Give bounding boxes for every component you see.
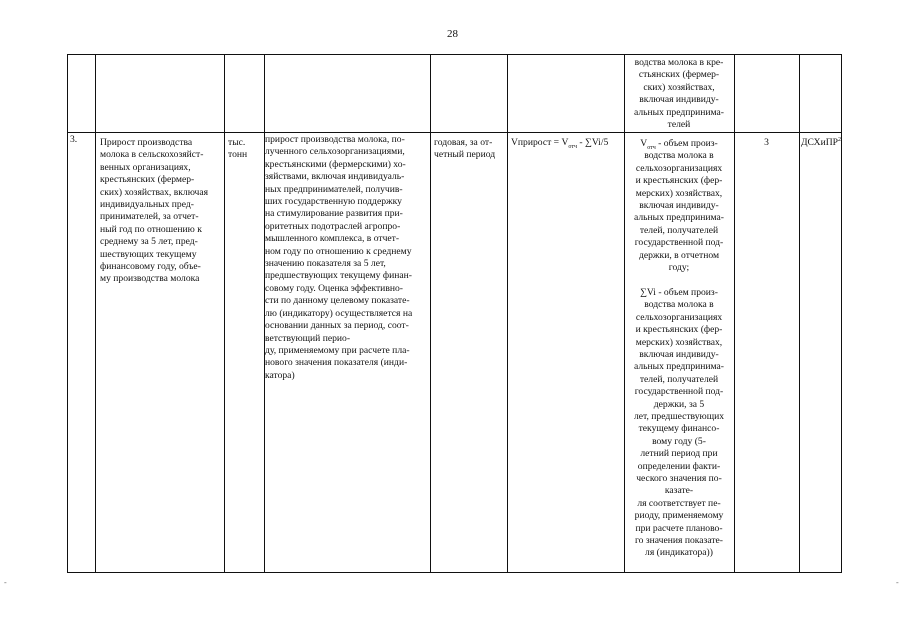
variable-subscript: отч [647, 144, 656, 151]
calculation-method-code: 3 [764, 137, 769, 148]
indicator-definition: прирост производства молока, по- лученного сельхозорганизациями, крестьянскими (фермерскими) хо- зяйствами, включая индивидуаль- ных предпринимателей, получив- ших государственную поддержку на стимулирование развития при- оритетных подотраслей агропро- мышленного комплекса, в отчет- ном году по отношению к среднему значению показателя за 5 лет, предшествующих текущему финан- совому году. Оценка эффективно- сти по данному целевому показате- лю (индикатору) осуществляется на основании данных за период, соот- ветствующий перио- ду, применяемому при расчете пла- нового значения показателя (инди- катора) [265, 134, 413, 381]
variable-definition: - объем произ- водства молока в сельхозорганизациях и крестьянских (фер- мерских) хозяйствах, включая индивиду- альных предпринима- телей, получателей государственной под- держки, в отчетном году; [633, 138, 725, 274]
variable-symbol: V [640, 138, 648, 149]
data-source [800, 137, 842, 149]
row-divider [68, 132, 841, 133]
page-number: 28 [447, 28, 458, 40]
formula-notes [625, 138, 733, 560]
formula [511, 137, 623, 149]
footnote-marker: 2 [838, 136, 842, 143]
periodicity: годовая, за от- четный период [434, 137, 496, 161]
scan-edge-mark: - [4, 578, 7, 587]
formula-suffix: - ∑Vi/5 [576, 137, 609, 148]
source-name: ДСХиПР [800, 137, 839, 148]
indicator-table [67, 54, 842, 573]
row-number: 3. [70, 134, 78, 145]
formula-prefix: Vприрост = V [511, 137, 569, 148]
formula-subscript: отч [568, 143, 577, 150]
unit-of-measure: тыс. тонн [228, 137, 248, 161]
sum-definition: ∑Vi - объем произ- водства молока в сельхозорганизациях и крестьянских (фер- мерских) хозяйствах, включая индивиду- альных предпринима- телей, получателей государственной под- держки, за 5 лет, предшествующих текущему финансо- вому году (5- летний период при определении факти- ческого значения по- казате- ля соответствует пе- риоду, применяемому при расчете планово- го значения показате- ля (индикатора)) [633, 286, 725, 559]
indicator-name: Прирост производства молока в сельскохозяйст- венных организациях, крестьянских (фермер- ских) хозяйствах, включая индивидуальных пред- принимателей, за отчет- ный год по отношению к среднему за 5 лет, пред- шествующих текущему финансовому году, объе- му производства молока [100, 137, 208, 285]
scan-edge-mark: - [896, 578, 899, 587]
formula-notes-continued: водства молока в кре- стьянских (фермер- ских) хозяйствах, включая индивиду- альных предпринима- телей [633, 57, 725, 131]
